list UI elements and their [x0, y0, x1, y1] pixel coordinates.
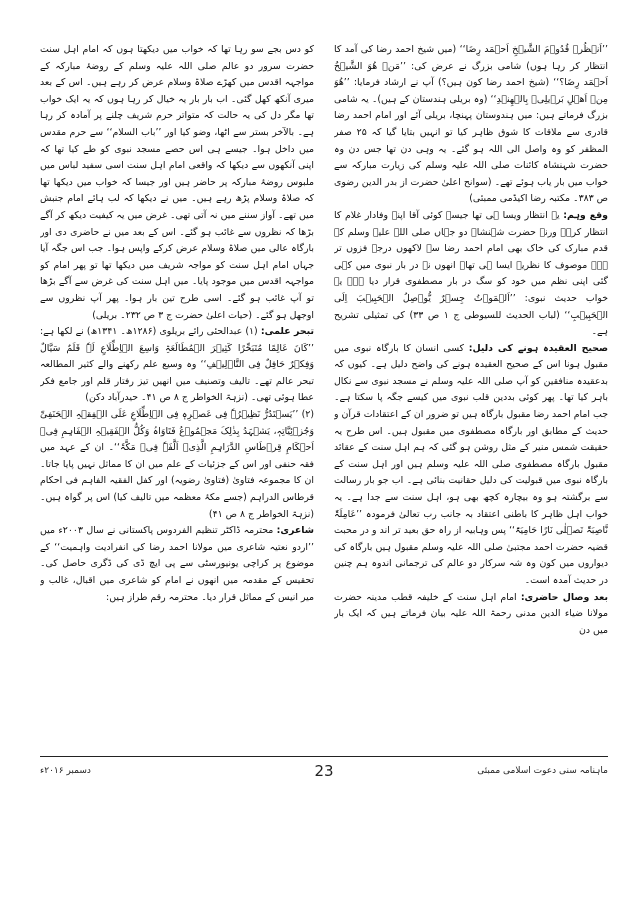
paragraph — [334, 208, 608, 341]
section-heading: شاعری: — [276, 525, 314, 537]
paragraph — [40, 42, 314, 324]
page-footer — [40, 762, 608, 784]
paragraph — [40, 523, 314, 606]
paragraph-text: امام اہل سنت کے خلیفہ قطب مدینہ حضرت مولانا ضیاء الدین مدنی رحمۃ اللہ علیہ بیان فرماتے ہیں کہ ایک بار میں دن — [334, 591, 608, 636]
section-heading: صحیح العقیدہ ہونے کی دلیل: — [468, 342, 608, 354]
section-heading: وقع وہم: — [563, 209, 608, 221]
footer-divider — [40, 756, 608, 757]
section-heading: تبحر علمی: — [260, 326, 314, 338]
paragraph — [40, 324, 314, 407]
paragraph — [40, 407, 314, 523]
paragraph-text: کو دس بجے سو رہا تھا کہ خواب میں دیکھتا ہوں کہ امام اہل سنت حضرت سرور دو عالم صلی اللہ علیہ وسلم کے روضۂ مبارکہ کے مواجہہ اقدس میں کھڑے صلاۃ وسلام عرض کر رہے ہیں۔ اس کے بعد میری آنکھ کھل گئی۔ اب بار بار یہ خیال کر رہا ہوں کہ یہ ایک خواب تھا مگر دل کی یہ حالت کہ متواتر حرم شریف چلنے پر آمادہ کر رہا ہے۔ بالآخر بستر سے اٹھا، وضو کیا اور ’’باب السلام‘‘ سے حرم مقدس میں داخل ہوا۔ جیسے ہی اس حصے مسجد نبوی کو طے کیا تھا کہ اپنی آنکھوں سے دیکھا کہ واقعی امام اہل سنت اسی سفید لباس میں ملبوس روضۂ مبارکہ پر حاضر ہیں اور جیسا کہ خواب میں دیکھا تھا کہ صلاۃ وسلام پڑھ رہے ہیں۔ میں نے دیکھا کہ لب ہائے امام جنبش میں تھے۔ آواز سننے میں نہ آتی تھی۔ غرض میں یہ کیفیت دیکھ کر آگے بڑھا کہ نظروں سے غائب ہو گئے۔ اس کے بعد میں نے حاضری دی اور بارگاہ عالی میں صلاۃ وسلام عرض کرکے واپس ہوا۔ جب اس جگہ آیا جہاں امام اہل سنت کو مواجہ شریف میں دیکھا تھا تو پھر امام کو مواجہہ اقدس میں موجود پایا۔ میں اہل سنت کی غرض سے آگے بڑھا تو آپ غائب ہو گئے۔ اسی طرح تین بار ہوا۔ پھر آپ نظروں سے اوجھل ہو گئے۔ (حیات اعلیٰ حضرت ج ۳ ص ۲۳۲۔ بریلی) — [40, 44, 314, 321]
paragraph-text: کسی انسان کا بارگاہ نبوی میں مقبول ہونا اس کے صحیح العقیدہ ہونے کی واضح دلیل ہے۔ کیوں کہ بدعقیدہ منافقین کو آپ صلی اللہ علیہ وسلم نے مسجد نبوی سے نکال باہر کیا تھا۔ پھر کوئی بددین قلب نبوی میں کیسے جگہ پا سکتا ہے۔ جب امام احمد رضا مقبول بارگاہ ہیں تو ضرور ان کے اعتقادات قرآن و حدیث کے مطابق اور بارگاہ مصطفوی میں مقبول ہیں۔ اس طرح یہ حقیقت شمس منیر کے مثل روشن ہو گئی کہ ہم اہل سنت کے عقائد مقبول بارگاہ مصطفوی صلی اللہ علیہ وسلم ہیں اور اہل سنت کے بارگاہ نبوی میں قبولیت کی دلیل حقانیت بنائی ہے۔ اب جو بار رسالت سے برگشتہ ہو وہ بیچارہ کچھ بھی ہو، اہل سنت سے جدا ہے۔ یہ خواب اہل ظاہر کا باطنی اعتقاد بہ جانب رب تعالیٰ فرمودہ ’’عَامِلَۃٌ نَّاصِبَۃٌ تَصۡلٰی نَارًا حَامِیَۃً‘‘ پس وہابیہ از راہ حق بعید تر اند و در محبت قضیہ حضرت احمد مجتبیٰ صلی اللہ علیہ وسلم مقبول ہیں بارگاہ کی دیواروں میں کون وہ شہ سرکار دو عالم کی ترجمانی اندوہ ہم چنین در حدیث آمدہ است۔ — [334, 342, 608, 586]
paragraph-text: (۲) ’’یَسۡتَدُرُّ نَظِیۡرُہٗ فِی عَصۡرِہٖ فِی الۡاِطِّلَاعِ عَلَی الۡفِقۡہِ الۡحَنَفِیِّ وَجُزۡئِیَّاتِہٖ، یَشۡہَدُ بِذٰلِکَ مَجۡمُوۡعُ فَتَاوَاہُ وَکُلُّ الۡفَقِیۡہِ الۡفَاہِمِ فِیۡ اَحۡکَامِ قِرۡطَاسِ الدَّرَاہِمِ الَّذِیۡ اَلَّفَہٗ فِیۡ مَکَّۃَ‘‘۔ ان کے عہد میں فقہ حنفی اور اس کے جزئیات کے علم میں ان کا مماثل نہیں پایا جاتا۔ ان کا مجموعہ فتاویٰ (فتاویٰ رضویہ) اور کفل الفقیہ الفاہم فی احکام قرطاس الدراہم (جسے مکۂ معظمہ میں تالیف کیا) اس پر گواہ ہیں۔ (نزہۃ الخواطر ج ۸ ص ۴۱) — [40, 409, 314, 520]
paragraph — [334, 590, 608, 640]
paragraph-text: (۱) عبدالحئی رائے بریلوی (۱۲۸۶ھ۔ ۱۳۴۱ھ) نے لکھا ہے: ’’کَانَ عَالِمًا مُتَبَحِّرًا کَثِیۡرَ الۡمُطَالَعَۃِ وَاسِعَ الۡاِطِّلَاعِ لَہٗ قَلَمٌ سَیَّالٌ وَفِکۡرٌ حَافِلٌ فِی التَّاۡلِیۡفِ‘‘ وہ وسیع علم رکھنے والے کثیر المطالعہ تبحر عالم تھے۔ تالیف وتصنیف میں انھیں تیز رفتار قلم اور جامع فکر عطا ہوئی تھی۔ (نزہۃ الخواطر ج ۸ ص ۴۱۔ حیدرآباد دکن) — [40, 326, 314, 404]
section-heading: بعد وصال حاضری: — [520, 591, 608, 603]
paragraph — [334, 42, 608, 208]
left-text-column — [40, 42, 314, 742]
right-text-column — [334, 42, 608, 742]
paragraph — [334, 341, 608, 590]
issue-date: دسمبر ۲۰۱۶ء — [40, 766, 91, 776]
paragraph-text: ’’اَنۡظُرۡ قُدُوۡمَ الشَّیۡخِ اَحۡمَد رِضَا‘‘ (میں شیخ احمد رضا کی آمد کا انتظار کر رہا ہوں) شامی بزرگ نے عرض کی: ’’مَنۡ ھُوَ الشَّیۡخُ اَحۡمَد رِضَا؟‘‘ (شیخ احمد رضا کون ہیں؟) آپ نے ارشاد فرمایا: ’’ھُوَ مِنۡ اَھۡلِ بَرۡیلِیۡ بِالۡھِنۡدِ‘‘ (وہ بریلی ہندستان کے ہیں)۔ یہ شامی بزرگ فرماتے ہیں: میں ہندوستان پہنچا، بریلی آئے اور امام احمد رضا قادری سے ملاقات کا شوق ظاہر کیا تو انہیں بتایا گیا کہ ۲۵ صفر المظفر کو وہ واصل الی اللہ ہو گئے۔ یہ وہی دن تھا جس دن وہ حضرت شہنشاہ کائنات صلی اللہ علیہ وسلم کی زیارت مبارکہ سے خواب میں بار یاب ہوئے تھے۔ (سوانح اعلیٰ حضرت از بدر الدین رضوی ص ۳۸۳۔ مکتبہ رضا اکیڈمی ممبئی) — [334, 44, 608, 205]
paragraph-text: محترمہ ڈاکٹر تنظیم الفردوس پاکستانی نے سال ۲۰۰۳ء میں ’’اردو نعتیہ شاعری میں مولانا احمد رضا کی انفرادیت واہمیت‘‘ کے موضوع پر کراچی یونیورسٹی سے پی ایچ ڈی کی ڈگری حاصل کی۔ تحقیس کے مقدمہ میں انھوں نے امام کو شاعری میں اقبال، غالب و میر انیس کے مماثل قرار دیا۔ محترمہ رقم طراز ہیں: — [40, 525, 314, 603]
page-number: 23 — [314, 762, 334, 780]
paragraph-text: یہ انتظار ویسا ہی تھا جیسے کوئی آقا اپنے وفادار غلام کا انتظار کرے۔ ورنہ حضرت شہنشاہ دو جہاں صلی اللہ علیہ وسلم کے قدم مبارک کی خاک بھی امام احمد رضا سے لاکھوں درجہ فزوں تر ہے۔ موصوف کا نظریہ ایسا ہی تھا۔ انھوں نے در بار نبوی میں کہی گئی اپنی نظم میں خود کو سگ در بار مصطفوی قرار دیا ہے۔ یہ خواب حدیث نبوی: ’’اَلۡمَوۡتُ جِسۡرٌ یُّوۡصِلُ الۡحَبِیۡبَ اِلَی الۡحَبِیۡبِ‘‘ (لباب الحدیث للسیوطی ج ۱ ص ۳۳) کی تمثیلی تشریح ہے۔ — [334, 209, 608, 338]
magazine-name: ماہنامہ سنی دعوت اسلامی ممبئی — [477, 766, 608, 776]
